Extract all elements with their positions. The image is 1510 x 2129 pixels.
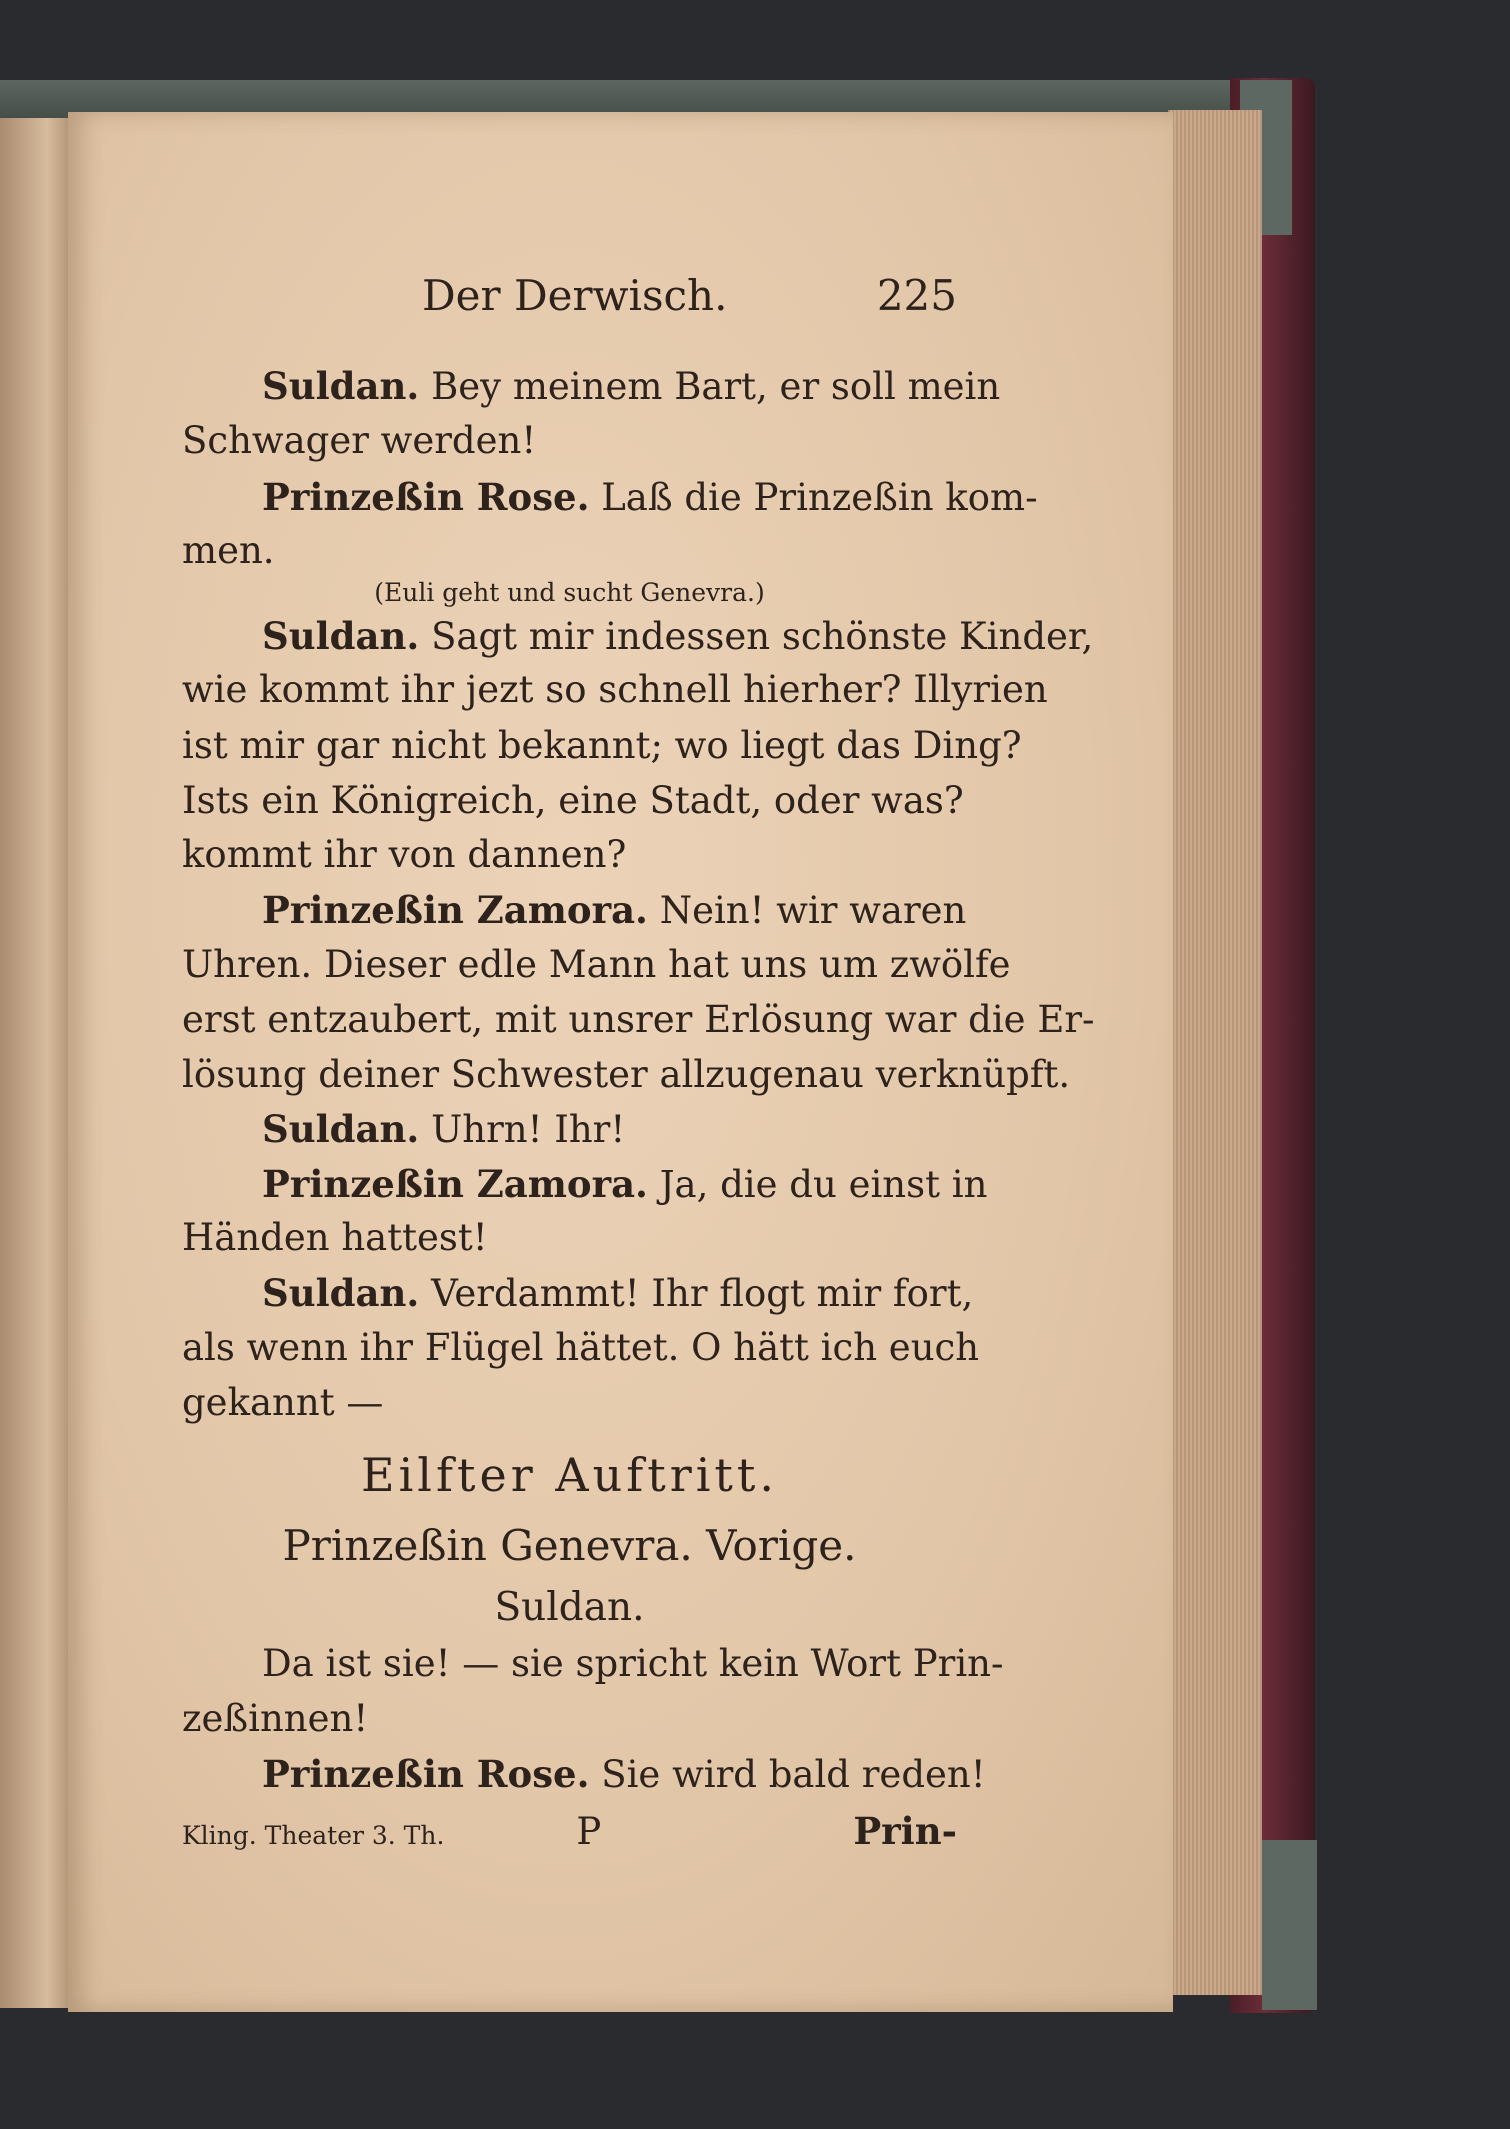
text-line: Suldan. Sagt mir indessen schönste Kinder, [262,614,1094,658]
speaker-name: Prinzeßin Zamora. [262,1162,648,1206]
catchword: Prin- [853,1809,957,1853]
speaker-name: Prinzeßin Zamora. [262,888,648,932]
text-line: lösung deiner Schwester allzugenau verknüpft. [182,1053,1071,1096]
stage-direction: (Euli geht und sucht Genevra.) [374,578,765,607]
speaker-name: Prinzeßin Rose. [262,475,590,519]
text-line: men. [182,529,275,572]
text-line: erst entzaubert, mit unsrer Erlösung war die Er- [182,998,1095,1041]
text-line: Suldan. Bey meinem Bart, er soll mein [262,364,1001,408]
text-line: Prinzeßin Zamora. Ja, die du einst in [262,1162,988,1206]
text-line: Prinzeßin Zamora. Nein! wir waren [262,888,967,932]
text-line: Prinzeßin Rose. Laß die Prinzeßin kom- [262,475,1038,519]
text-line: Suldan. Verdammt! Ihr flogt mir fort, [262,1271,974,1315]
speaker-name: Suldan. [262,614,420,658]
text-line: Da ist sie! — sie spricht kein Wort Prin- [262,1642,1004,1685]
page-number: 225 [876,271,957,320]
running-header [182,268,957,324]
page-fore-edge [1168,110,1262,1995]
text-line: Ists ein Königreich, eine Stadt, oder was? [182,779,964,822]
speaker-name: Prinzeßin Rose. [262,1752,590,1796]
scene-persons: Prinzeßin Genevra. Vorige. [282,1521,857,1570]
text-line: Händen hattest! [182,1216,488,1259]
text-line: Prinzeßin Rose. Sie wird bald reden! [262,1752,986,1796]
scene-speaker: Suldan. [494,1585,645,1630]
header-title: Der Derwisch. [422,271,728,320]
speaker-name: Suldan. [262,364,420,408]
text-line: Uhren. Dieser edle Mann hat uns um zwölfe [182,943,1011,986]
text-line: wie kommt ihr jezt so schnell hierher? Illyrien [182,668,1048,711]
speaker-name: Suldan. [262,1271,420,1315]
text-line: Schwager werden! [182,419,537,462]
signature-mark: P [576,1810,602,1853]
text-line: als wenn ihr Flügel hättet. O hätt ich euch [182,1326,980,1369]
book-cloth-bottom [1262,1840,1317,2010]
text-line: Suldan. Uhrn! Ihr! [262,1107,626,1151]
text-line: zeßinnen! [182,1697,369,1740]
text-line: kommt ihr von dannen? [182,833,627,876]
scene-heading: Eilfter Auftritt. [361,1448,778,1502]
speaker-name: Suldan. [262,1107,420,1151]
left-page-edge [0,118,68,2008]
page-footer [182,1803,957,1859]
signature-note: Kling. Theater 3. Th. [182,1821,445,1850]
text-line: gekannt — [182,1381,384,1424]
text-line: ist mir gar nicht bekannt; wo liegt das Ding? [182,724,1022,767]
